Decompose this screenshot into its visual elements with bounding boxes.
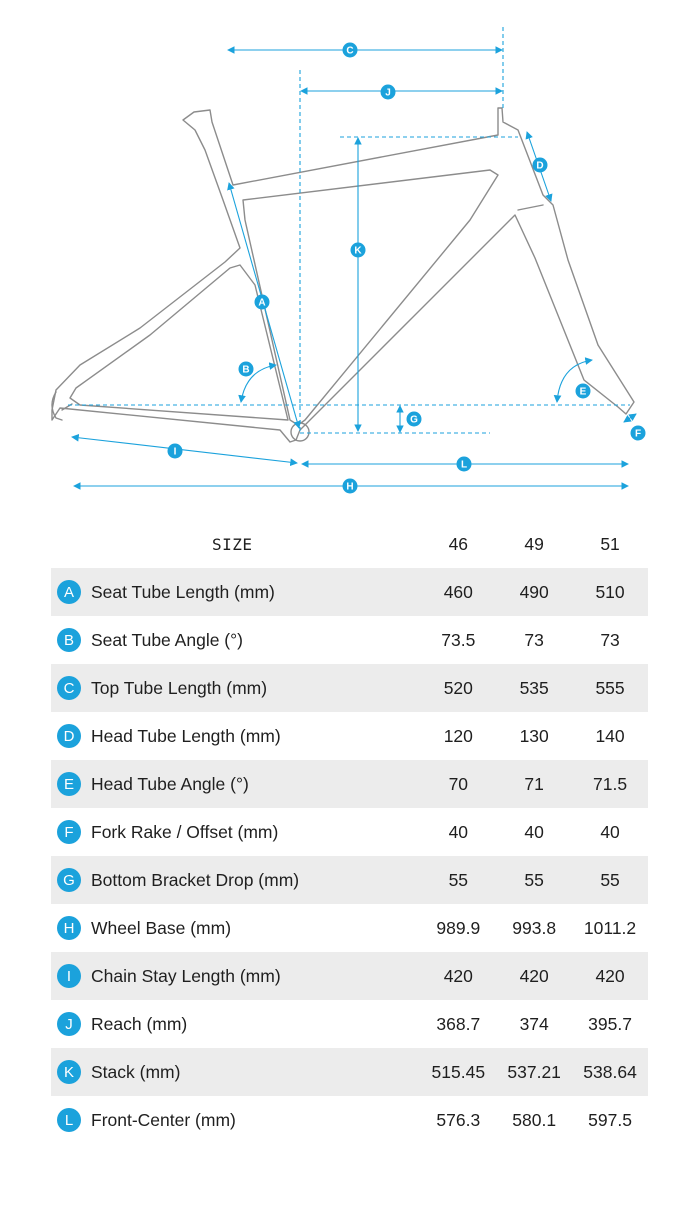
table-row	[51, 1096, 648, 1144]
marker-c	[343, 43, 358, 58]
row-label: Head Tube Angle (°)	[91, 773, 249, 794]
row-label: Seat Tube Angle (°)	[91, 629, 243, 650]
letter-badge: E	[57, 772, 81, 796]
marker-g	[407, 412, 422, 427]
bike-frame	[52, 108, 634, 442]
row-value: 55	[496, 856, 572, 904]
marker-a-text: A	[258, 297, 266, 309]
marker-b	[239, 362, 254, 377]
row-label-cell	[51, 1048, 420, 1096]
marker-f	[631, 426, 646, 441]
geometry-table	[51, 520, 648, 1144]
row-label: Chain Stay Length (mm)	[91, 965, 281, 986]
row-value: 374	[519, 1013, 549, 1034]
marker-e	[576, 384, 591, 399]
letter-badge: I	[57, 964, 81, 988]
row-label: Head Tube Length (mm)	[91, 725, 281, 746]
row-value: 40	[448, 821, 469, 842]
row-value: 420	[420, 952, 496, 1000]
table-row	[51, 760, 648, 808]
row-label-cell	[51, 568, 420, 616]
row-value: 55	[420, 856, 496, 904]
marker-l-text: L	[460, 459, 468, 471]
marker-l	[457, 457, 472, 472]
row-value: 537.21	[496, 1048, 572, 1096]
marker-j	[381, 85, 396, 100]
row-value: 555	[572, 664, 648, 712]
row-label: Fork Rake / Offset (mm)	[91, 821, 279, 842]
row-value: 73	[524, 629, 544, 650]
marker-f-text: F	[634, 428, 642, 440]
letter-badge: C	[57, 676, 81, 700]
row-value: 140	[595, 725, 625, 746]
row-label-cell	[51, 616, 420, 664]
row-label: Stack (mm)	[91, 1061, 181, 1082]
row-label-cell	[51, 1000, 420, 1048]
marker-a	[255, 295, 270, 310]
size-49-header: 49	[524, 533, 544, 554]
row-label: Top Tube Length (mm)	[91, 677, 268, 698]
table-row	[51, 1000, 648, 1048]
row-label: Bottom Bracket Drop (mm)	[91, 869, 300, 890]
letter-badge: H	[57, 916, 81, 940]
marker-c-text: C	[346, 45, 354, 57]
table-row	[51, 616, 648, 664]
row-value: 538.64	[572, 1048, 648, 1096]
row-value: 55	[572, 856, 648, 904]
size-46-header: 46	[448, 533, 469, 554]
letter-badge: D	[57, 724, 81, 748]
row-value: 71.5	[572, 760, 648, 808]
table-body	[51, 568, 648, 1144]
table-row	[51, 664, 648, 712]
row-label: Reach (mm)	[91, 1013, 188, 1034]
row-value: 580.1	[512, 1109, 557, 1130]
row-value: 73.5	[441, 629, 476, 650]
marker-d	[533, 158, 548, 173]
row-value: 460	[420, 568, 496, 616]
row-value: 1011.2	[583, 917, 637, 938]
marker-k	[351, 243, 366, 258]
marker-i	[168, 444, 183, 459]
row-value: 40	[600, 821, 620, 842]
row-value: 597.5	[588, 1109, 632, 1130]
row-label: Seat Tube Length (mm)	[91, 581, 275, 602]
marker-h	[343, 479, 358, 494]
row-value: 71	[496, 760, 572, 808]
table-row	[51, 952, 648, 1000]
row-value: 490	[496, 568, 572, 616]
marker-e-text: E	[579, 386, 587, 398]
marker-b-text: B	[242, 364, 250, 376]
marker-d-text: D	[536, 160, 544, 172]
marker-j-text: J	[385, 87, 391, 99]
frame-geometry-diagram	[0, 0, 690, 510]
marker-i-text: I	[173, 446, 177, 458]
letter-badge: K	[57, 1060, 81, 1084]
row-label-cell	[51, 1096, 420, 1144]
table-row	[51, 904, 648, 952]
table-row	[51, 1048, 648, 1096]
row-value: 993.8	[512, 917, 557, 938]
row-value: 368.7	[436, 1013, 481, 1034]
table-row	[51, 808, 648, 856]
row-value: 535	[496, 664, 572, 712]
row-value: 520	[420, 664, 496, 712]
letter-badge: B	[57, 628, 81, 652]
row-value: 576.3	[436, 1109, 481, 1130]
size-header: SIZE	[212, 534, 253, 554]
row-value: 73	[600, 629, 620, 650]
row-value: 515.45	[420, 1048, 496, 1096]
row-value: 420	[572, 952, 648, 1000]
row-label-cell	[51, 808, 420, 856]
letter-badge: G	[57, 868, 81, 892]
row-value: 40	[524, 821, 544, 842]
row-value: 70	[420, 760, 496, 808]
row-label-cell	[51, 760, 420, 808]
row-label: Wheel Base (mm)	[91, 917, 232, 938]
row-label-cell	[51, 664, 420, 712]
letter-badge: J	[57, 1012, 81, 1036]
row-label-cell	[51, 856, 420, 904]
row-value: 989.9	[436, 917, 481, 938]
row-label-cell	[51, 952, 420, 1000]
row-value: 395.7	[588, 1013, 632, 1034]
row-label-cell	[51, 904, 420, 952]
marker-k-text: K	[354, 245, 362, 257]
letter-badge: F	[57, 820, 81, 844]
row-value: 420	[496, 952, 572, 1000]
table-row	[51, 568, 648, 616]
size-51-header: 51	[600, 533, 620, 554]
row-value: 510	[572, 568, 648, 616]
row-value: 120	[443, 725, 473, 746]
row-label-cell	[51, 712, 420, 760]
row-label: Front-Center (mm)	[91, 1109, 236, 1130]
table-row	[51, 712, 648, 760]
table-row	[51, 856, 648, 904]
letter-badge: A	[57, 580, 81, 604]
marker-g-text: G	[410, 414, 418, 426]
letter-badge: L	[57, 1108, 81, 1132]
marker-h-text: H	[346, 481, 354, 493]
table-header-row	[51, 520, 648, 568]
row-value: 130	[519, 725, 549, 746]
